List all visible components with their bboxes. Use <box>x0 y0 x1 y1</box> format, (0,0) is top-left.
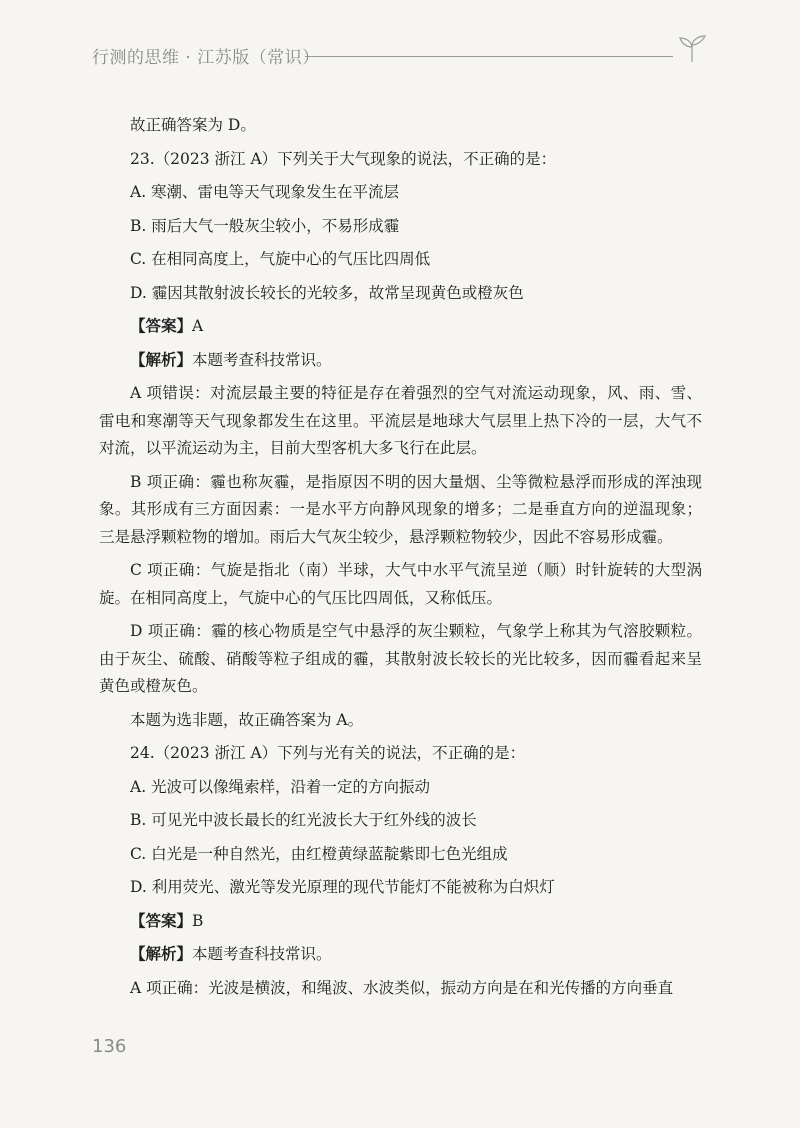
analysis-label: 【解析】 <box>130 350 193 369</box>
answer-value: A <box>192 317 204 335</box>
analysis-value: 本题考查科技常识。 <box>192 945 332 963</box>
sprout-icon <box>675 34 709 64</box>
header-title: 行测的思维 · 江苏版（常识） <box>92 48 320 68</box>
q23-explanation-c: C 项正确：气旋是指北（南）半球，大气中水平气流呈逆（顺）时针旋转的大型涡旋。在相同高度上，气旋中心的气压比四周低，又称低压。 <box>99 561 702 607</box>
q23-explanation-b: B 项正确：霾也称灰霾，是指原因不明的因大量烟、尘等微粒悬浮而形成的浑浊现象。其形成有三方面因素：一是水平方向静风现象的增多；二是垂直方向的逆温现象；三是悬浮颗粒物的增加。雨后大气灰尘较少，悬浮颗粒物较少，因此不容易形成霾。 <box>99 472 702 546</box>
analysis-value: 本题考查科技常识。 <box>192 350 332 369</box>
q24-answer <box>130 908 702 936</box>
q24-option-d: D. 利用荧光、激光等发光原理的现代节能灯不能被称为白炽灯 <box>130 878 555 896</box>
q23-analysis <box>130 347 702 375</box>
q23-conclusion: 本题为选非题，故正确答案为 A。 <box>130 710 364 729</box>
q23-option-c: C. 在相同高度上，气旋中心的气压比四周低 <box>130 250 431 268</box>
q24-option-a: A. 光波可以像绳索样，沿着一定的方向振动 <box>130 777 431 796</box>
q23-explanation-a: A 项错误：对流层最主要的特征是存在着强烈的空气对流运动现象，风、雨、雪、雷电和寒潮等天气现象都发生在这里。平流层是地球大气层里上热下冷的一层，大气不对流，以平流运动为主，目前大型客机大多飞行在此层。 <box>99 384 702 457</box>
q23-explanation-d: D 项正确：霾的核心物质是空气中悬浮的灰尘颗粒，气象学上称其为气溶胶颗粒。由于灰尘、硫酸、硝酸等粒子组成的霾，其散射波长较长的光比较多，因而霾看起来呈黄色或橙灰色。 <box>99 622 702 695</box>
q24-option-b: B. 可见光中波长最长的红光波长大于红外线的波长 <box>130 811 477 829</box>
header-divider <box>305 56 673 57</box>
answer-value: B <box>192 911 204 930</box>
question-23-stem: 23.（2023 浙江 A）下列关于大气现象的说法，不正确的是： <box>130 149 557 168</box>
q23-option-a: A. 寒潮、雷电等天气现象发生在平流层 <box>130 183 400 201</box>
q24-explanation-a: A 项正确：光波是横波，和绳波、水波类似，振动方向是在和光传播的方向垂直 <box>130 978 674 997</box>
q24-option-c: C. 白光是一种自然光，由红橙黄绿蓝靛紫即七色光组成 <box>130 844 508 863</box>
q23-option-d: D. 霾因其散射波长较长的光较多，故常呈现黄色或橙灰色 <box>130 283 524 302</box>
q24-analysis <box>130 941 702 969</box>
answer-label: 【答案】 <box>130 317 193 335</box>
q23-option-b: B. 雨后大气一般灰尘较小，不易形成霾 <box>130 216 400 235</box>
page-content <box>99 112 702 1002</box>
previous-answer: 故正确答案为 D。 <box>130 116 256 134</box>
page-number: 136 <box>92 1036 127 1057</box>
answer-label: 【答案】 <box>130 911 193 930</box>
question-24-stem: 24.（2023 浙江 A）下列与光有关的说法，不正确的是： <box>130 744 526 762</box>
analysis-label: 【解析】 <box>130 945 193 963</box>
q23-answer <box>130 313 702 341</box>
running-header <box>92 40 712 68</box>
